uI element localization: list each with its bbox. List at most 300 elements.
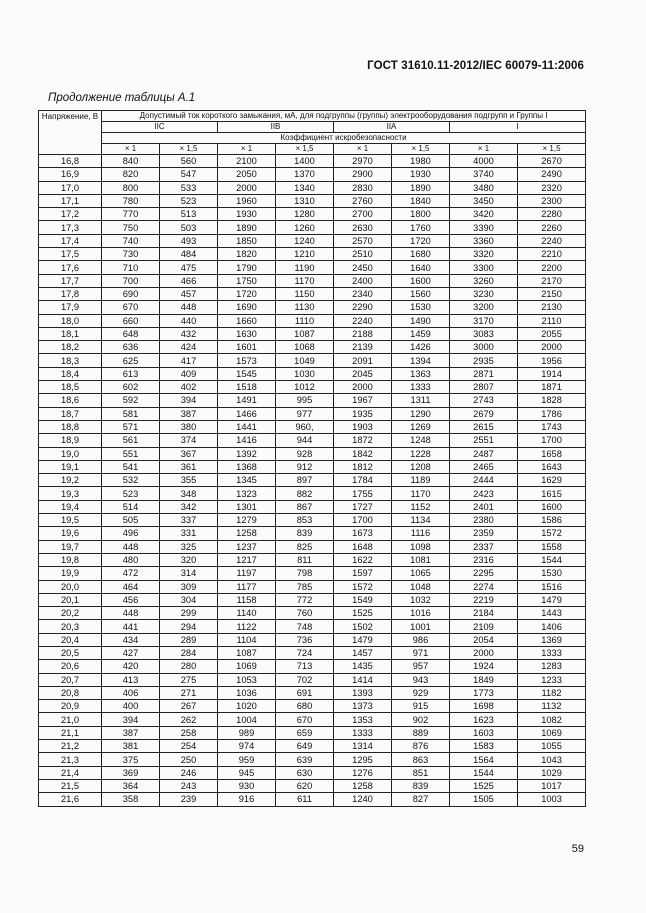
- current-value-cell: 840: [102, 155, 160, 168]
- current-value-cell: 912: [276, 460, 334, 473]
- current-value-cell: 1790: [218, 261, 276, 274]
- table-caption: Продолжение таблицы А.1: [48, 92, 196, 104]
- current-value-cell: 2150: [518, 287, 586, 300]
- coefficient-row: [39, 144, 586, 155]
- current-value-cell: 1081: [392, 553, 450, 566]
- current-value-cell: 3390: [450, 221, 518, 234]
- current-value-cell: 3300: [450, 261, 518, 274]
- current-value-cell: 1258: [218, 527, 276, 540]
- voltage-cell: 18,7: [39, 407, 102, 420]
- current-value-cell: 1760: [392, 221, 450, 234]
- current-value-cell: 1414: [334, 673, 392, 686]
- current-value-cell: 2280: [518, 208, 586, 221]
- voltage-cell: 18,9: [39, 434, 102, 447]
- current-value-cell: 625: [102, 354, 160, 367]
- current-value-cell: 772: [276, 593, 334, 606]
- current-value-cell: 1020: [218, 700, 276, 713]
- current-value-cell: 348: [160, 487, 218, 500]
- current-value-cell: 381: [102, 740, 160, 753]
- voltage-cell: 19,6: [39, 527, 102, 540]
- current-value-cell: 448: [102, 540, 160, 553]
- current-value-cell: 827: [392, 793, 450, 806]
- current-value-cell: 2100: [218, 155, 276, 168]
- current-value-cell: 1629: [518, 474, 586, 487]
- current-value-cell: 314: [160, 567, 218, 580]
- current-value-cell: 2055: [518, 327, 586, 340]
- current-value-cell: 1516: [518, 580, 586, 593]
- current-value-cell: 863: [392, 753, 450, 766]
- current-value-cell: 1393: [334, 686, 392, 699]
- current-value-cell: 1980: [392, 155, 450, 168]
- current-value-cell: 420: [102, 660, 160, 673]
- current-value-cell: 3170: [450, 314, 518, 327]
- current-value-cell: 2320: [518, 181, 586, 194]
- current-value-cell: 1152: [392, 500, 450, 513]
- current-value-cell: 299: [160, 607, 218, 620]
- voltage-cell: 19,3: [39, 487, 102, 500]
- table-row: [39, 208, 586, 221]
- voltage-cell: 18,3: [39, 354, 102, 367]
- current-value-cell: 1301: [218, 500, 276, 513]
- voltage-cell: 19,7: [39, 540, 102, 553]
- current-value-cell: 271: [160, 686, 218, 699]
- current-value-cell: 1680: [392, 248, 450, 261]
- voltage-cell: 21,6: [39, 793, 102, 806]
- table-row: [39, 620, 586, 633]
- table-row: [39, 660, 586, 673]
- current-value-cell: 882: [276, 487, 334, 500]
- current-value-cell: 648: [102, 327, 160, 340]
- table-row: [39, 367, 586, 380]
- current-value-cell: 367: [160, 447, 218, 460]
- current-value-cell: 2200: [518, 261, 586, 274]
- table-row: [39, 434, 586, 447]
- current-value-cell: 1525: [450, 779, 518, 792]
- current-value-cell: 496: [102, 527, 160, 540]
- current-value-cell: 1545: [218, 367, 276, 380]
- current-value-cell: 280: [160, 660, 218, 673]
- current-value-cell: 2380: [450, 514, 518, 527]
- current-value-cell: 710: [102, 261, 160, 274]
- current-value-cell: 2091: [334, 354, 392, 367]
- current-value-cell: 945: [218, 766, 276, 779]
- current-value-cell: 2450: [334, 261, 392, 274]
- current-value-cell: 1182: [518, 686, 586, 699]
- current-value-cell: 2830: [334, 181, 392, 194]
- current-value-cell: 1466: [218, 407, 276, 420]
- current-value-cell: 811: [276, 553, 334, 566]
- current-value-cell: 1812: [334, 460, 392, 473]
- current-value-cell: 1016: [392, 607, 450, 620]
- current-value-cell: 1030: [276, 367, 334, 380]
- current-value-cell: 1560: [392, 287, 450, 300]
- current-value-cell: 2670: [518, 155, 586, 168]
- current-value-cell: 3083: [450, 327, 518, 340]
- current-value-cell: 380: [160, 420, 218, 433]
- current-value-cell: 1087: [218, 646, 276, 659]
- current-value-cell: 2050: [218, 168, 276, 181]
- current-value-cell: 1698: [450, 700, 518, 713]
- current-value-cell: 254: [160, 740, 218, 753]
- voltage-cell: 17,3: [39, 221, 102, 234]
- current-value-cell: 2551: [450, 434, 518, 447]
- current-value-cell: 971: [392, 646, 450, 659]
- current-value-cell: 394: [160, 394, 218, 407]
- current-value-cell: 1786: [518, 407, 586, 420]
- current-value-cell: 825: [276, 540, 334, 553]
- current-value-cell: 1197: [218, 567, 276, 580]
- current-value-cell: 897: [276, 474, 334, 487]
- current-value-cell: 1502: [334, 620, 392, 633]
- current-value-cell: 466: [160, 274, 218, 287]
- current-value-cell: 1283: [518, 660, 586, 673]
- current-value-cell: 400: [102, 700, 160, 713]
- current-value-cell: 561: [102, 434, 160, 447]
- current-value-cell: 1564: [450, 753, 518, 766]
- table-row: [39, 766, 586, 779]
- coefficient-cell: × 1: [102, 144, 160, 155]
- current-value-cell: 592: [102, 394, 160, 407]
- current-value-cell: 581: [102, 407, 160, 420]
- table-row: [39, 301, 586, 314]
- current-value-cell: 867: [276, 500, 334, 513]
- current-value-cell: 267: [160, 700, 218, 713]
- current-value-cell: 409: [160, 367, 218, 380]
- group-header-iib: IIB: [218, 122, 334, 133]
- current-value-cell: 639: [276, 753, 334, 766]
- voltage-cell: 19,4: [39, 500, 102, 513]
- current-value-cell: 1069: [518, 726, 586, 739]
- current-value-cell: 1700: [334, 514, 392, 527]
- current-value-cell: 611: [276, 793, 334, 806]
- current-value-cell: 406: [102, 686, 160, 699]
- current-value-cell: 262: [160, 713, 218, 726]
- current-value-cell: 513: [160, 208, 218, 221]
- table-row: [39, 234, 586, 247]
- current-value-cell: 472: [102, 567, 160, 580]
- current-value-cell: 649: [276, 740, 334, 753]
- current-value-cell: 1004: [218, 713, 276, 726]
- voltage-cell: 21,5: [39, 779, 102, 792]
- current-value-cell: 630: [276, 766, 334, 779]
- current-value-cell: 337: [160, 514, 218, 527]
- current-value-cell: 571: [102, 420, 160, 433]
- table-row: [39, 261, 586, 274]
- current-value-cell: 1572: [334, 580, 392, 593]
- table-row: [39, 633, 586, 646]
- table-row: [39, 407, 586, 420]
- current-value-cell: 387: [102, 726, 160, 739]
- current-value-cell: 1871: [518, 381, 586, 394]
- current-value-cell: 448: [102, 607, 160, 620]
- coefficient-header: Коэффициент искробезопасности: [102, 133, 586, 144]
- current-value-cell: 1505: [450, 793, 518, 806]
- current-value-cell: 1132: [518, 700, 586, 713]
- voltage-cell: 19,2: [39, 474, 102, 487]
- table-row: [39, 314, 586, 327]
- current-value-cell: 3000: [450, 341, 518, 354]
- current-value-cell: 974: [218, 740, 276, 753]
- current-value-cell: 602: [102, 381, 160, 394]
- current-value-cell: 1368: [218, 460, 276, 473]
- voltage-cell: 18,2: [39, 341, 102, 354]
- current-value-cell: 1828: [518, 394, 586, 407]
- current-value-cell: 456: [102, 593, 160, 606]
- current-value-cell: 2743: [450, 394, 518, 407]
- current-value-cell: 1017: [518, 779, 586, 792]
- current-value-cell: 2210: [518, 248, 586, 261]
- voltage-cell: 18,6: [39, 394, 102, 407]
- current-value-cell: 2130: [518, 301, 586, 314]
- current-value-cell: 1600: [518, 500, 586, 513]
- current-value-cell: 1426: [392, 341, 450, 354]
- current-value-cell: 1370: [276, 168, 334, 181]
- coefficient-cell: × 1: [450, 144, 518, 155]
- current-value-cell: 1373: [334, 700, 392, 713]
- current-value-cell: 402: [160, 381, 218, 394]
- current-value-cell: 620: [276, 779, 334, 792]
- current-value-cell: 670: [276, 713, 334, 726]
- table-row: [39, 487, 586, 500]
- voltage-cell: 16,9: [39, 168, 102, 181]
- table-row: [39, 753, 586, 766]
- table-row: [39, 593, 586, 606]
- current-value-cell: 514: [102, 500, 160, 513]
- current-value-cell: 1043: [518, 753, 586, 766]
- voltage-cell: 17,0: [39, 181, 102, 194]
- current-value-cell: 1369: [518, 633, 586, 646]
- current-value-cell: 1479: [518, 593, 586, 606]
- current-value-cell: 505: [102, 514, 160, 527]
- current-value-cell: 2630: [334, 221, 392, 234]
- current-value-cell: 1269: [392, 420, 450, 433]
- current-value-cell: 1053: [218, 673, 276, 686]
- current-value-cell: 309: [160, 580, 218, 593]
- current-value-cell: 239: [160, 793, 218, 806]
- current-value-cell: 2045: [334, 367, 392, 380]
- current-value-cell: 798: [276, 567, 334, 580]
- current-value-cell: 1479: [334, 633, 392, 646]
- current-value-cell: 713: [276, 660, 334, 673]
- current-value-cell: 889: [392, 726, 450, 739]
- current-value-cell: 3450: [450, 194, 518, 207]
- current-value-cell: 369: [102, 766, 160, 779]
- current-value-cell: 1190: [276, 261, 334, 274]
- table-row: [39, 474, 586, 487]
- current-value-cell: 839: [392, 779, 450, 792]
- current-value-cell: 1217: [218, 553, 276, 566]
- voltage-cell: 19,9: [39, 567, 102, 580]
- table-row: [39, 327, 586, 340]
- current-value-cell: 2337: [450, 540, 518, 553]
- table-row: [39, 673, 586, 686]
- current-value-cell: 1849: [450, 673, 518, 686]
- current-value-cell: 374: [160, 434, 218, 447]
- current-value-cell: 1116: [392, 527, 450, 540]
- table-row: [39, 607, 586, 620]
- current-value-cell: 1640: [392, 261, 450, 274]
- current-value-cell: 503: [160, 221, 218, 234]
- current-value-cell: 457: [160, 287, 218, 300]
- document-standard-header: ГОСТ 31610.11-2012/IEC 60079-11:2006: [367, 60, 584, 72]
- current-value-cell: 1295: [334, 753, 392, 766]
- current-value-cell: 2110: [518, 314, 586, 327]
- current-value-cell: 730: [102, 248, 160, 261]
- current-value-cell: 1586: [518, 514, 586, 527]
- coefficient-cell: × 1,5: [160, 144, 218, 155]
- current-value-cell: 1643: [518, 460, 586, 473]
- current-value-cell: 944: [276, 434, 334, 447]
- current-value-cell: 560: [160, 155, 218, 168]
- current-value-cell: 1890: [218, 221, 276, 234]
- current-value-cell: 2401: [450, 500, 518, 513]
- current-value-cell: 1130: [276, 301, 334, 314]
- current-value-cell: 3740: [450, 168, 518, 181]
- current-value-cell: 289: [160, 633, 218, 646]
- voltage-cell: 20,9: [39, 700, 102, 713]
- table-row: [39, 221, 586, 234]
- current-value-cell: 1673: [334, 527, 392, 540]
- coefficient-cell: × 1,5: [276, 144, 334, 155]
- current-value-cell: 1158: [218, 593, 276, 606]
- current-value-cell: 2490: [518, 168, 586, 181]
- current-value-cell: 3200: [450, 301, 518, 314]
- current-value-cell: 4000: [450, 155, 518, 168]
- current-value-cell: 1558: [518, 540, 586, 553]
- current-value-cell: 1082: [518, 713, 586, 726]
- current-value-cell: 2240: [518, 234, 586, 247]
- coefficient-cell: × 1,5: [518, 144, 586, 155]
- current-value-cell: 1490: [392, 314, 450, 327]
- current-value-cell: 1003: [518, 793, 586, 806]
- current-value-cell: 2970: [334, 155, 392, 168]
- voltage-cell: 20,6: [39, 660, 102, 673]
- table-row: [39, 460, 586, 473]
- current-value-cell: 1240: [334, 793, 392, 806]
- current-value-cell: 1333: [334, 726, 392, 739]
- current-value-cell: 916: [218, 793, 276, 806]
- current-value-cell: 2400: [334, 274, 392, 287]
- current-value-cell: 1658: [518, 447, 586, 460]
- current-value-cell: 1310: [276, 194, 334, 207]
- current-value-cell: 1525: [334, 607, 392, 620]
- current-value-cell: 541: [102, 460, 160, 473]
- current-value-cell: 1048: [392, 580, 450, 593]
- current-value-cell: 2170: [518, 274, 586, 287]
- current-value-cell: 547: [160, 168, 218, 181]
- voltage-cell: 21,3: [39, 753, 102, 766]
- current-value-cell: 424: [160, 341, 218, 354]
- current-value-cell: 1700: [518, 434, 586, 447]
- current-value-cell: 1340: [276, 181, 334, 194]
- current-value-cell: 243: [160, 779, 218, 792]
- table-row: [39, 274, 586, 287]
- current-value-cell: 929: [392, 686, 450, 699]
- current-value-cell: 851: [392, 766, 450, 779]
- table-row: [39, 553, 586, 566]
- current-value-cell: 523: [160, 194, 218, 207]
- current-value-cell: 448: [160, 301, 218, 314]
- voltage-cell: 20,7: [39, 673, 102, 686]
- current-value-cell: 1276: [334, 766, 392, 779]
- current-value-cell: 659: [276, 726, 334, 739]
- table-row: [39, 713, 586, 726]
- table-row: [39, 394, 586, 407]
- current-value-cell: 2274: [450, 580, 518, 593]
- current-value-cell: 1170: [276, 274, 334, 287]
- current-value-cell: 785: [276, 580, 334, 593]
- current-value-cell: 1530: [392, 301, 450, 314]
- current-value-cell: 915: [392, 700, 450, 713]
- current-value-cell: 417: [160, 354, 218, 367]
- current-value-cell: 1122: [218, 620, 276, 633]
- current-value-cell: 989: [218, 726, 276, 739]
- current-value-cell: 480: [102, 553, 160, 566]
- current-value-cell: 1530: [518, 567, 586, 580]
- current-value-cell: 523: [102, 487, 160, 500]
- current-value-cell: 1518: [218, 381, 276, 394]
- table-row: [39, 181, 586, 194]
- table-row: [39, 540, 586, 553]
- table-row: [39, 700, 586, 713]
- current-value-cell: 464: [102, 580, 160, 593]
- voltage-cell: 18,5: [39, 381, 102, 394]
- current-value-cell: 2935: [450, 354, 518, 367]
- current-value-cell: 1392: [218, 447, 276, 460]
- current-value-cell: 432: [160, 327, 218, 340]
- current-value-cell: 3230: [450, 287, 518, 300]
- current-value-cell: 1750: [218, 274, 276, 287]
- current-value-cell: 740: [102, 234, 160, 247]
- current-value-cell: 930: [218, 779, 276, 792]
- voltage-cell: 20,1: [39, 593, 102, 606]
- current-value-cell: 1290: [392, 407, 450, 420]
- table-row: [39, 580, 586, 593]
- current-value-cell: 1720: [218, 287, 276, 300]
- voltage-cell: 21,1: [39, 726, 102, 739]
- current-value-cell: 876: [392, 740, 450, 753]
- current-value-cell: 1363: [392, 367, 450, 380]
- current-value-cell: 1208: [392, 460, 450, 473]
- current-value-cell: 1903: [334, 420, 392, 433]
- table-row: [39, 381, 586, 394]
- current-value-cell: 902: [392, 713, 450, 726]
- current-value-cell: 342: [160, 500, 218, 513]
- current-value-cell: 1170: [392, 487, 450, 500]
- current-value-cell: 670: [102, 301, 160, 314]
- current-value-cell: 1177: [218, 580, 276, 593]
- current-value-cell: 1279: [218, 514, 276, 527]
- current-value-cell: 1690: [218, 301, 276, 314]
- current-value-cell: 2444: [450, 474, 518, 487]
- current-value-cell: 375: [102, 753, 160, 766]
- table-row: [39, 793, 586, 806]
- voltage-cell: 20,3: [39, 620, 102, 633]
- table-row: [39, 420, 586, 433]
- current-value-cell: 1441: [218, 420, 276, 433]
- current-value-cell: 1615: [518, 487, 586, 500]
- current-value-cell: 1055: [518, 740, 586, 753]
- current-value-cell: 1069: [218, 660, 276, 673]
- current-value-cell: 2615: [450, 420, 518, 433]
- current-value-cell: 1240: [276, 234, 334, 247]
- current-value-cell: 1924: [450, 660, 518, 673]
- current-value-cell: 928: [276, 447, 334, 460]
- current-value-cell: 700: [102, 274, 160, 287]
- table-row: [39, 686, 586, 699]
- current-value-cell: 1065: [392, 567, 450, 580]
- current-value-cell: 320: [160, 553, 218, 566]
